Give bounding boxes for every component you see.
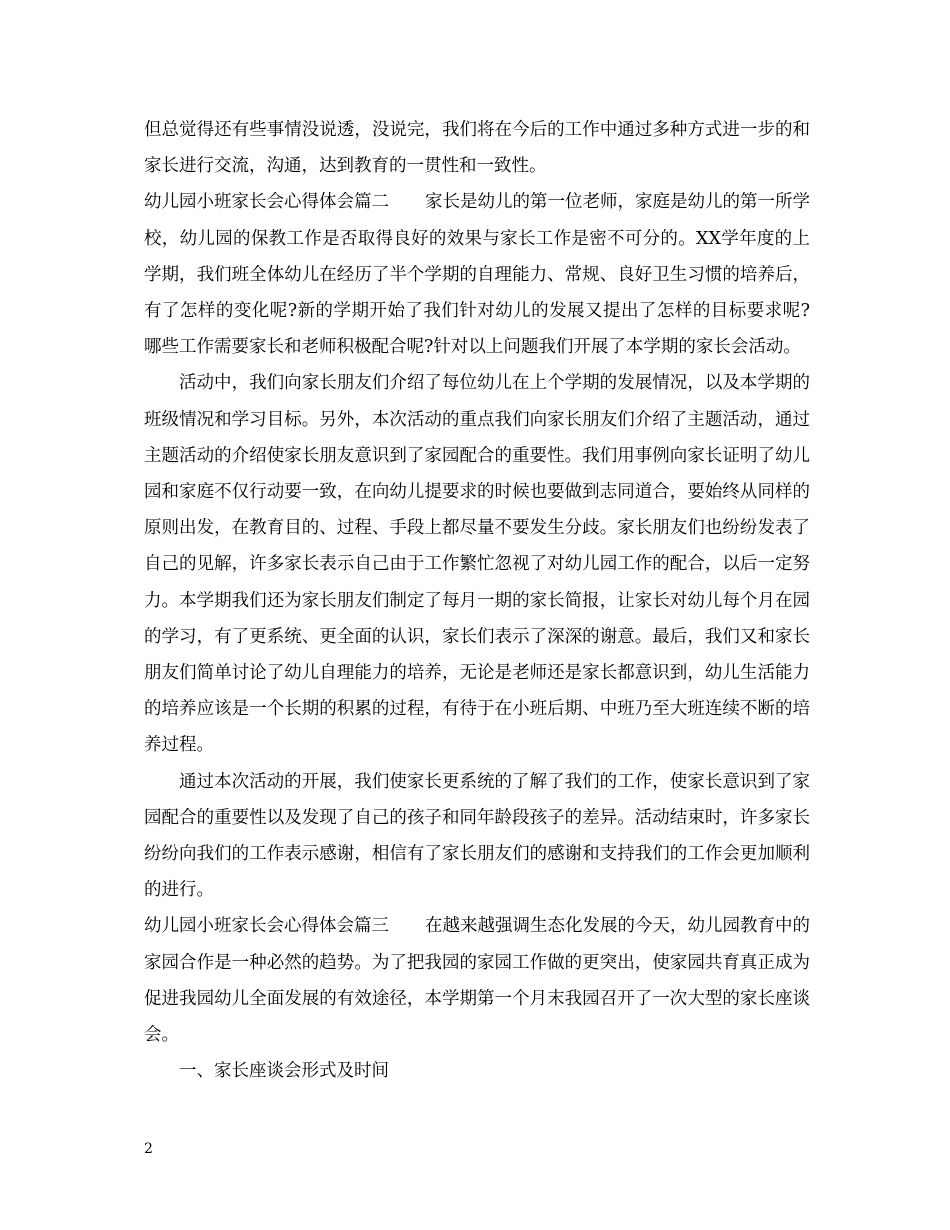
paragraph-continuation	[144, 112, 810, 184]
paragraph-outcome	[144, 764, 810, 909]
body-text	[144, 112, 810, 1089]
paragraph-section-two	[144, 184, 810, 365]
paragraph-text: 一、家长座谈会形式及时间	[179, 1061, 389, 1082]
paragraph-activity	[144, 365, 810, 763]
paragraph-text: 通过本次活动的开展，我们使家长更系统的了解了我们的工作，使家长意识到了家园配合的重要性以及发现了自己的孩子和同年龄段孩子的差异。活动结束时，许多家长纷纷向我们的工作表示感谢，相信有了家长朋友们的感谢和支持我们的工作会更加顺利的进行。	[144, 771, 810, 901]
page-number: 2	[144, 1141, 153, 1157]
paragraph-text: 活动中，我们向家长朋友们介绍了每位幼儿在上个学期的发展情况，以及本学期的班级情况和学习目标。另外，本次活动的重点我们向家长朋友们介绍了主题活动，通过主题活动的介绍使家长朋友意识到了家园配合的重要性。我们用事例向家长证明了幼儿园和家庭不仅行动要一致，在向幼儿提要求的时候也要做到志同道合，要始终从同样的原则出发，在教育目的、过程、手段上都尽量不要发生分歧。家长朋友们也纷纷发表了自己的见解，许多家长表示自己由于工作繁忙忽视了对幼儿园工作的配合，以后一定努力。本学期我们还为家长朋友们制定了每月一期的家长简报，让家长对幼儿每个月在园的学习，有了更系统、更全面的认识，家长们表示了深深的谢意。最后，我们又和家长朋友们简单讨论了幼儿自理能力的培养，无论是老师还是家长都意识到，幼儿生活能力的培养应该是一个长期的积累的过程，有待于在小班后期、中班乃至大班连续不断的培养过程。	[144, 373, 810, 756]
subheading-form-and-time	[144, 1053, 810, 1089]
section-heading-three: 幼儿园小班家长会心得体会篇三	[144, 916, 389, 937]
paragraph-text: 但总觉得还有些事情没说透，没说完，我们将在今后的工作中通过多种方式进一步的和家长进行交流，沟通，达到教育的一贯性和一致性。	[144, 120, 810, 177]
paragraph-text: 家长是幼儿的第一位老师，家庭是幼儿的第一所学校，幼儿园的保教工作是否取得良好的效果与家长工作是密不可分的。XX学年度的上学期，我们班全体幼儿在经历了半个学期的自理能力、常规、良好卫生习惯的培养后，有了怎样的变化呢?新的学期开始了我们针对幼儿的发展又提出了怎样的目标要求呢?哪些工作需要家长和老师积极配合呢?针对以上问题我们开展了本学期的家长会活动。	[144, 192, 810, 358]
section-heading-two: 幼儿园小班家长会心得体会篇二	[144, 192, 389, 213]
paragraph-text: 在越来越强调生态化发展的今天，幼儿园教育中的家园合作是一种必然的趋势。为了把我园的家园工作做的更突出，使家园共育真正成为促进我园幼儿全面发展的有效途径，本学期第一个月末我园召开了一次大型的家长座谈会。	[144, 916, 810, 1046]
paragraph-section-three	[144, 908, 810, 1053]
